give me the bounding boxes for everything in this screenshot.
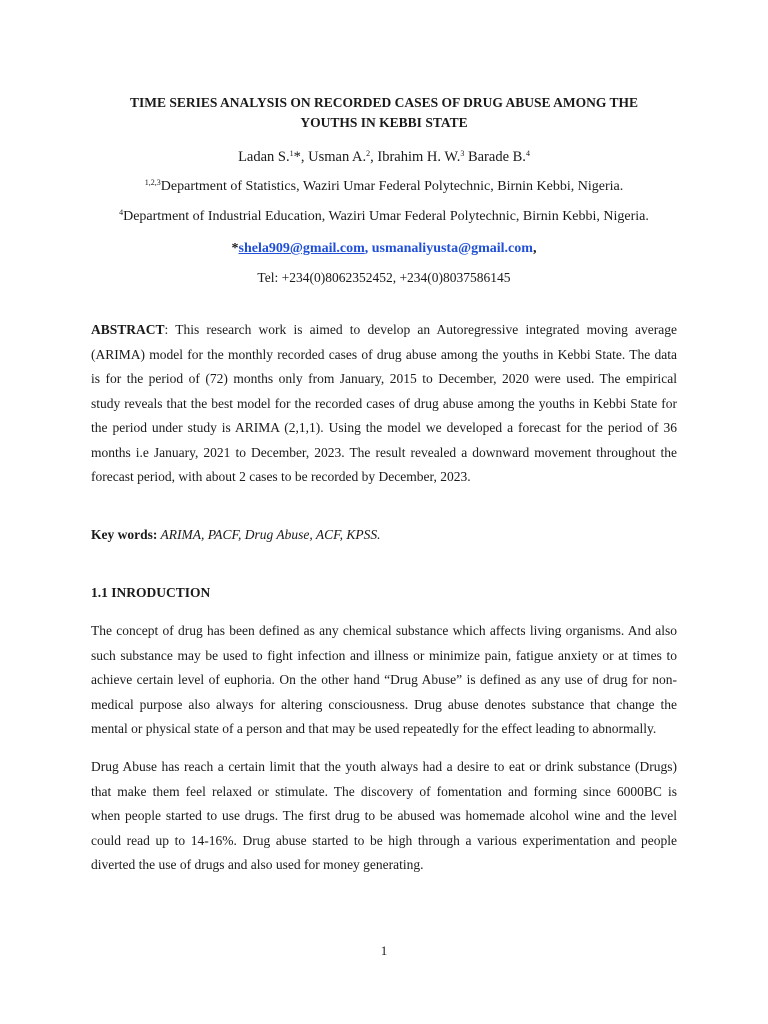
title-line-2: YOUTHS IN KEBBI STATE: [300, 115, 468, 130]
paragraph-line: achieve certain level of euphoria. On the other hand “Drug Abuse” is defined as any use of drug for non-: [91, 672, 677, 687]
email-trail: ,: [532, 241, 537, 256]
author-separator: ,: [370, 149, 378, 165]
affiliation-2-marker: 4: [119, 208, 124, 217]
author-3-affiliation: 3: [460, 149, 465, 158]
page-number: 1: [380, 943, 388, 958]
author-4-affiliation: 4: [525, 149, 530, 158]
author-4: Barade B.: [467, 149, 526, 165]
affiliation-1-marker: 1,2,3: [144, 178, 161, 187]
keywords-line: [91, 523, 677, 548]
paragraph-line: medical purpose also always for altering consciousness. Drug abuse denotes substance that change the: [91, 696, 677, 712]
author-1: Ladan S.: [238, 149, 290, 165]
intro-paragraph-1: [91, 619, 677, 742]
paper-title: [90, 93, 678, 133]
paragraph-line: such substance may be used to fight infection and illness or minimize pain, fatigue anxiety or at times to: [91, 647, 677, 663]
paragraph-line: could read up to 14-16%. Drug abuse started to be high through a various experimentation and people: [91, 832, 677, 848]
email-separator: ,: [364, 241, 372, 256]
abstract-line: (ARIMA) model for the monthly recorded cases of drug abuse among the youths in Kebbi State. The data: [91, 346, 677, 362]
section-heading-introduction: 1.1 INRODUCTION: [91, 585, 211, 600]
abstract-paragraph: [91, 318, 677, 490]
keywords-label: Key words:: [91, 527, 158, 542]
abstract-line: study reveals that the best model for the recorded cases of drug abuse among the youths in Kebbi State for: [91, 395, 677, 411]
abstract-line: is for the period of (72) months only from January, 2015 to December, 2020 were used. The empirical: [91, 371, 677, 386]
paragraph-line: when people started to use drugs. The first drug to be abused was homemade alcohol wine and the level: [91, 808, 677, 823]
abstract-line: [91, 318, 677, 343]
affiliation-2: [60, 208, 708, 226]
email-2: usmanaliyusta@gmail.com: [371, 241, 533, 256]
affiliation-1: [60, 178, 708, 196]
author-2-affiliation: 2: [366, 149, 371, 158]
paragraph-line: mental or physical state of a person and that may be used repeatedly for the effect leading to abnormally.: [91, 721, 657, 736]
paragraph-line: diverted the use of drugs and also used for money generating.: [91, 857, 424, 872]
author-1-affiliation: 1: [289, 149, 294, 158]
abstract-line-1-text: : This research work is aimed to develop an Autoregressive integrated moving average: [164, 322, 677, 337]
author-list: [60, 148, 708, 166]
abstract-line: months i.e January, 2021 to December, 2023. The result revealed a downward movement throughout the: [91, 444, 677, 460]
email-star: *: [231, 241, 239, 256]
affiliation-1-text: Department of Statistics, Waziri Umar Federal Polytechnic, Birnin Kebbi, Nigeria.: [160, 179, 624, 194]
abstract-line: the period under study is ARIMA (2,1,1). Using the model we developed a forecast for the period of 36: [91, 420, 677, 435]
paragraph-line: that make them feel relaxed or stimulate. The discovery of fomentation and forming since 6000BC is: [91, 783, 677, 799]
abstract-line: forecast period, with about 2 cases to be recorded by December, 2023.: [91, 469, 471, 484]
intro-paragraph-2: [91, 755, 677, 878]
email-link-1[interactable]: shela909@gmail.com: [238, 241, 365, 256]
email-line: [60, 240, 708, 258]
affiliation-2-text: Department of Industrial Education, Waziri Umar Federal Polytechnic, Birnin Kebbi, Nigeria.: [123, 209, 649, 224]
author-2: Usman A.: [308, 149, 367, 165]
paragraph-line: Drug Abuse has reach a certain limit that the youth always had a desire to eat or drink substance (Drugs): [91, 759, 677, 774]
corresponding-mark: *,: [293, 149, 309, 165]
author-3: Ibrahim H. W.: [377, 149, 461, 165]
paragraph-line: The concept of drug has been defined as any chemical substance which affects living organisms. And also: [91, 623, 677, 638]
title-line-1: TIME SERIES ANALYSIS ON RECORDED CASES OF DRUG ABUSE AMONG THE: [129, 95, 639, 110]
telephone-line: Tel: +234(0)8062352452, +234(0)8037586145: [257, 270, 511, 285]
keywords-text: ARIMA, PACF, Drug Abuse, ACF, KPSS.: [157, 527, 381, 542]
abstract-label: ABSTRACT: [91, 322, 165, 337]
